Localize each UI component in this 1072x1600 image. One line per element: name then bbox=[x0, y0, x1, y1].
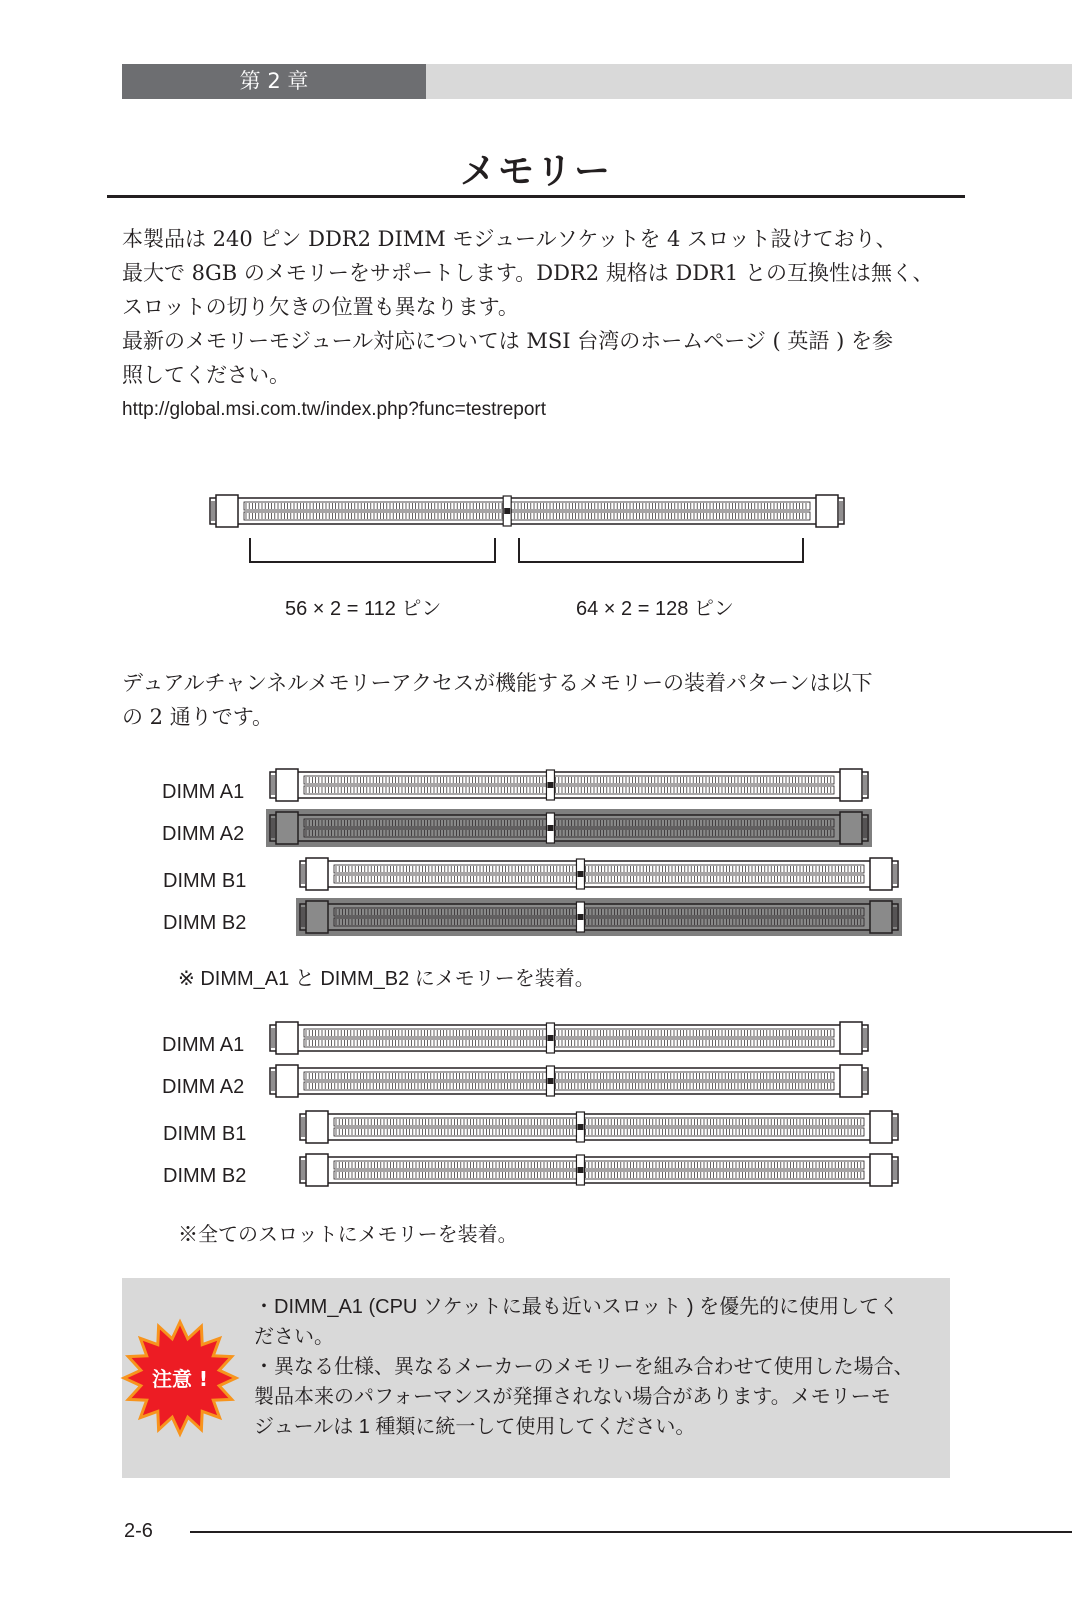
config2-slot-dimm-a1 bbox=[270, 1022, 868, 1054]
intro-line: 最大で 8GB のメモリーをサポートします。DDR2 規格は DDR1 との互換性は無く、 bbox=[122, 261, 934, 285]
chapter-label: 第 2 章 bbox=[239, 69, 309, 93]
caution-line: ・異なる仕様、異なるメーカーのメモリーを組み合わせて使用した場合、 bbox=[254, 1356, 914, 1378]
config2-slot-dimm-b2 bbox=[300, 1154, 898, 1186]
intro-line: 最新のメモリーモジュール対応については MSI 台湾のホームページ ( 英語 ) を参 bbox=[122, 329, 893, 353]
config1-slot-dimm-a1 bbox=[270, 769, 868, 801]
caution-line: ださい。 bbox=[254, 1326, 334, 1348]
testreport-link[interactable]: http://global.msi.com.tw/index.php?func=testreport bbox=[122, 399, 547, 420]
caution-line: ジュールは 1 種類に統一して使用してください。 bbox=[254, 1416, 696, 1438]
intro-line: 本製品は 240 ピン DDR2 DIMM モジュールソケットを 4 スロット設けており、 bbox=[122, 227, 897, 251]
config1-label-dimm-a2: DIMM A2 bbox=[162, 823, 245, 845]
dual-channel-line: の 2 通りです。 bbox=[122, 705, 274, 729]
left-pin-bracket bbox=[250, 538, 495, 562]
config1-slot-dimm-a2 bbox=[266, 809, 872, 847]
config2-label-dimm-b2: DIMM B2 bbox=[163, 1165, 247, 1187]
config2-slot-dimm-a2 bbox=[270, 1065, 868, 1097]
config2-slot-dimm-b1 bbox=[300, 1111, 898, 1143]
config1-slot-dimm-b1 bbox=[300, 858, 898, 890]
caution-badge-text: 注意 ! bbox=[151, 1367, 209, 1391]
caution-line: 製品本来のパフォーマンスが発揮されない場合があります。メモリーモ bbox=[254, 1386, 891, 1408]
dual-channel-line: デュアルチャンネルメモリーアクセスが機能するメモリーの装着パターンは以下 bbox=[122, 671, 873, 695]
left-pin-count-label: 56 × 2 = 112 ピン bbox=[285, 598, 442, 620]
page-number: 2-6 bbox=[124, 1520, 153, 1542]
intro-line: スロットの切り欠きの位置も異なります。 bbox=[122, 295, 519, 319]
intro-line: 照してください。 bbox=[122, 363, 290, 387]
right-pin-bracket bbox=[519, 538, 803, 562]
config2-note: ※全てのスロットにメモリーを装着。 bbox=[178, 1224, 518, 1246]
config1-slot-dimm-b2 bbox=[296, 898, 902, 936]
config2-label-dimm-a2: DIMM A2 bbox=[162, 1076, 245, 1098]
config2-label-dimm-b1: DIMM B1 bbox=[163, 1123, 247, 1145]
config1-label-dimm-a1: DIMM A1 bbox=[162, 781, 245, 803]
config2-label-dimm-a1: DIMM A1 bbox=[162, 1034, 245, 1056]
caution-burst-icon bbox=[122, 1318, 242, 1438]
footer-rule bbox=[190, 1531, 1072, 1533]
caution-line: ・DIMM_A1 (CPU ソケットに最も近いスロット ) を優先的に使用してく bbox=[254, 1296, 900, 1318]
config1-label-dimm-b2: DIMM B2 bbox=[163, 912, 247, 934]
dual-channel-paragraph bbox=[122, 666, 962, 734]
caution-text bbox=[254, 1292, 944, 1442]
page-title: メモリー bbox=[459, 151, 612, 192]
config1-note: ※ DIMM_A1 と DIMM_B2 にメモリーを装着。 bbox=[178, 968, 595, 990]
config1-label-dimm-b1: DIMM B1 bbox=[163, 870, 247, 892]
pin-diagram-slot bbox=[210, 495, 844, 527]
right-pin-count-label: 64 × 2 = 128 ピン bbox=[576, 598, 734, 620]
